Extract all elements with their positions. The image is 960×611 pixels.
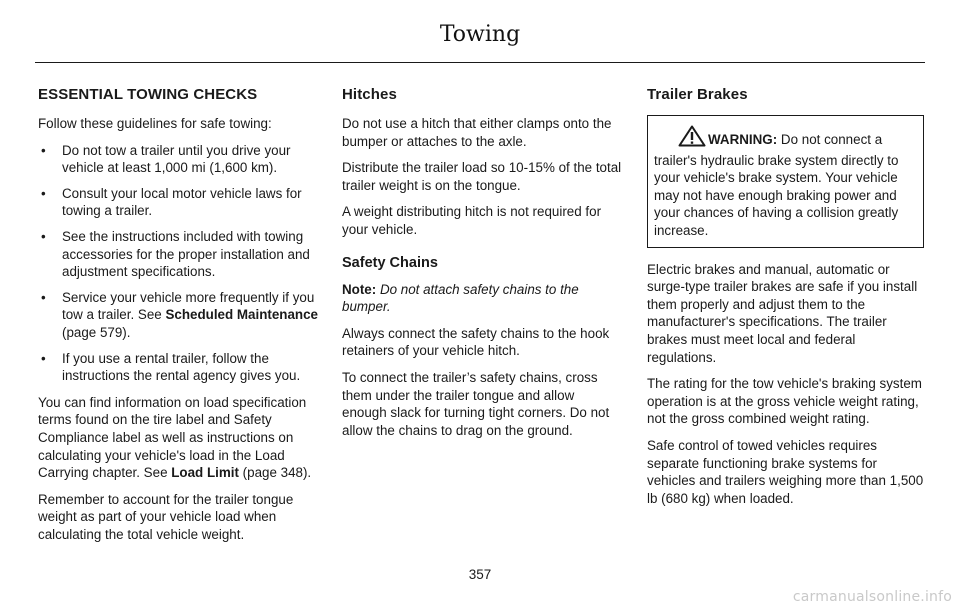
section-heading-trailer-brakes: Trailer Brakes: [647, 86, 748, 103]
intro-paragraph: Follow these guidelines for safe towing:: [38, 116, 272, 131]
guidelines-list: [38, 142, 318, 385]
column-essential-checks: [38, 86, 318, 552]
list-item: [38, 289, 318, 342]
column-hitches: [342, 86, 622, 448]
note-label: Note:: [342, 281, 377, 297]
watermark-text: carmanualsonline.info: [792, 589, 952, 605]
section-heading-hitches: Hitches: [342, 86, 397, 103]
page-reference: (page 348).: [238, 465, 312, 481]
list-item: • See the instructions included with towing accessories for the proper installation and adjustment specifications.: [38, 228, 318, 281]
list-item: • If you use a rental trailer, follow the instructions the rental agency gives you.: [38, 350, 318, 385]
trailer-brakes-paragraph-1: Electric brakes and manual, automatic or surge-type trailer brakes are safe if you install them properly and adjust them to the manufacturer's specifications. The trailer brakes must meet local and federal regulations.: [647, 261, 918, 365]
list-item: • Do not tow a trailer until you drive your vehicle at least 1,000 mi (1,600 km).: [38, 142, 318, 177]
list-item-text: Service your vehicle more frequently if you tow a trailer. See: [62, 289, 315, 323]
hitches-paragraph-2: Distribute the trailer load so 10-15% of the total trailer weight is on the tongue.: [342, 160, 622, 193]
list-item: • Consult your local motor vehicle laws for towing a trailer.: [38, 185, 318, 220]
page-number: 357: [468, 567, 492, 582]
warning-label: WARNING:: [708, 132, 778, 147]
section-heading-essential-checks: ESSENTIAL TOWING CHECKS: [38, 86, 258, 103]
warning-triangle-icon: [678, 125, 706, 152]
safety-chains-note: [342, 281, 622, 316]
page-header-title: Towing: [439, 22, 521, 47]
hitches-paragraph-3: A weight distributing hitch is not required for your vehicle.: [342, 204, 602, 237]
subheading-safety-chains: Safety Chains: [342, 254, 438, 271]
page-reference: (page 579).: [62, 324, 131, 340]
safety-chains-paragraph-1: Always connect the safety chains to the hook retainers of your vehicle hitch.: [342, 325, 610, 359]
hitches-paragraph-1: Do not use a hitch that either clamps onto the bumper or attaches to the axle.: [342, 116, 612, 149]
trailer-brakes-paragraph-3: Safe control of towed vehicles requires separate functioning brake systems for vehicles and trailers weighing more than 1,500 lb (680 kg) when loaded.: [647, 437, 924, 506]
header-divider: [35, 62, 925, 63]
safety-chains-paragraph-2: To connect the trailer’s safety chains, cross them under the trailer tongue and allow enough slack for turning tight corners. Do not allow the chains to drag on the ground.: [342, 369, 610, 438]
load-info-paragraph: [38, 394, 318, 482]
column-trailer-brakes: [647, 86, 924, 516]
note-text: Do not attach safety chains to the bumper.: [342, 281, 579, 315]
warning-text: Do not connect a trailer's hydraulic brake system directly to your vehicle's brake system. Your vehicle may not have enough braking power and your chances of having a collision greatly increase.: [654, 132, 899, 238]
trailer-brakes-paragraph-2: The rating for the tow vehicle's braking system operation is at the gross vehicle weight rating, not the gross combined weight rating.: [647, 376, 922, 427]
warning-box: [647, 115, 924, 248]
scheduled-maintenance-link[interactable]: Scheduled Maintenance: [165, 307, 319, 323]
load-info-text: You can find information on load specification terms found on the tire label and Safety Compliance label as well as instructions on calculating your vehicle's load in the Load Carrying chapter. See: [38, 394, 307, 481]
load-limit-link[interactable]: Load Limit: [171, 465, 239, 481]
tongue-weight-paragraph: Remember to account for the trailer tongue weight as part of your vehicle load when calculating the total vehicle weight.: [38, 491, 294, 542]
